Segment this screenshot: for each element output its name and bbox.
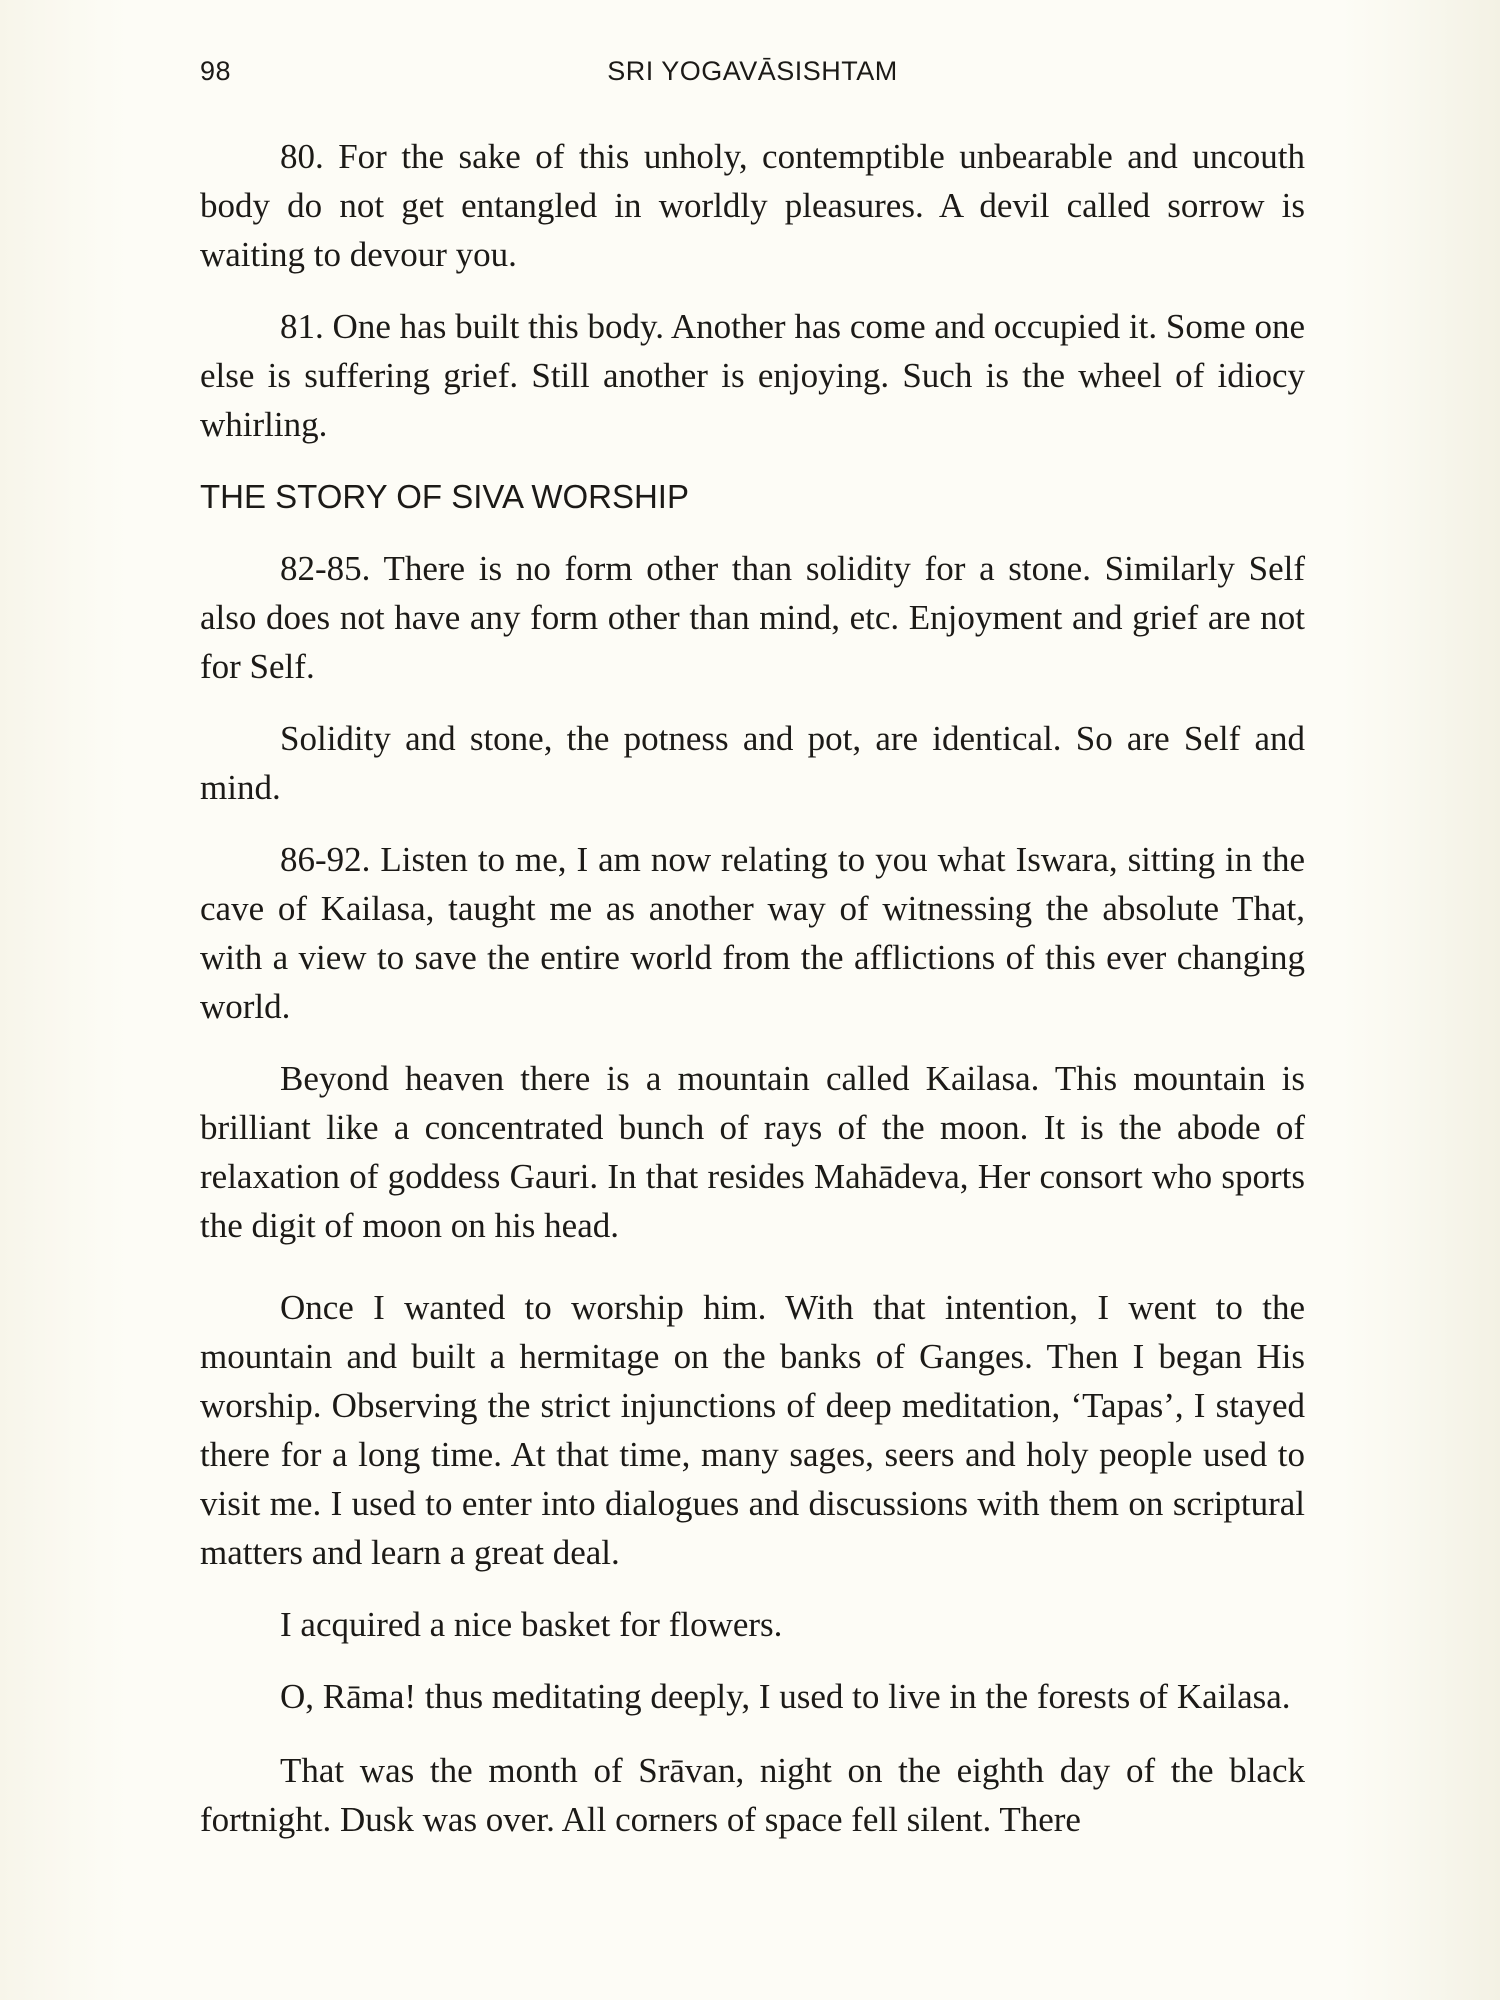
paragraph-sravan: That was the month of Srāvan, night on the eighth day of the black fortnight. Dusk was over. All corners of space fell silent. There: [200, 1751, 1305, 1839]
paragraph-solidity: Solidity and stone, the potness and pot, are identical. So are Self and mind.: [200, 719, 1305, 807]
paragraph-worship: Once I wanted to worship him. With that intention, I went to the mountain and built a hermitage on the banks of Ganges. Then I began His worship. Observing the strict injunctions of deep meditation, ‘Tapas’, I stayed there for a long time. At that time, many sages, seers and holy people used to visit me. I used to enter into dialogues and discussions with them on scriptural matters and learn a great deal.: [200, 1288, 1305, 1572]
page-body: [200, 132, 1305, 1844]
verse-82-85: 82-85. There is no form other than solidity for a stone. Similarly Self also does not have any form other than mind, etc. Enjoyment and grief are not for Self.: [200, 549, 1305, 686]
page-number: 98: [200, 56, 232, 86]
verse-81: 81. One has built this body. Another has come and occupied it. Some one else is suffering grief. Still another is enjoying. Such is the wheel of idiocy whirling.: [200, 307, 1305, 444]
verse-86-92: 86-92. Listen to me, I am now relating to you what Iswara, sitting in the cave of Kailasa, taught me as another way of witnessing the absolute That, with a view to save the entire world from the afflictions of this ever changing world.: [200, 840, 1305, 1026]
page-gutter-shadow: [0, 0, 130, 2000]
page-edge-shadow: [1340, 0, 1500, 2000]
running-title: SRI YOGAVĀSISHTAM: [607, 56, 898, 86]
paragraph-rama: O, Rāma! thus meditating deeply, I used to live in the forests of Kailasa.: [280, 1677, 1291, 1716]
verse-80: 80. For the sake of this unholy, contemptible unbearable and uncouth body do not get entangled in worldly pleasures. A devil called sorrow is waiting to devour you.: [200, 137, 1305, 274]
running-header: [200, 56, 1305, 96]
paragraph-kailasa: Beyond heaven there is a mountain called Kailasa. This mountain is brilliant like a concentrated bunch of rays of the moon. It is the abode of relaxation of goddess Gauri. In that resides Mahādeva, Her consort who sports the digit of moon on his head.: [200, 1059, 1305, 1245]
paragraph-basket: I acquired a nice basket for flowers.: [280, 1605, 783, 1644]
section-heading: THE STORY OF SIVA WORSHIP: [200, 478, 689, 515]
